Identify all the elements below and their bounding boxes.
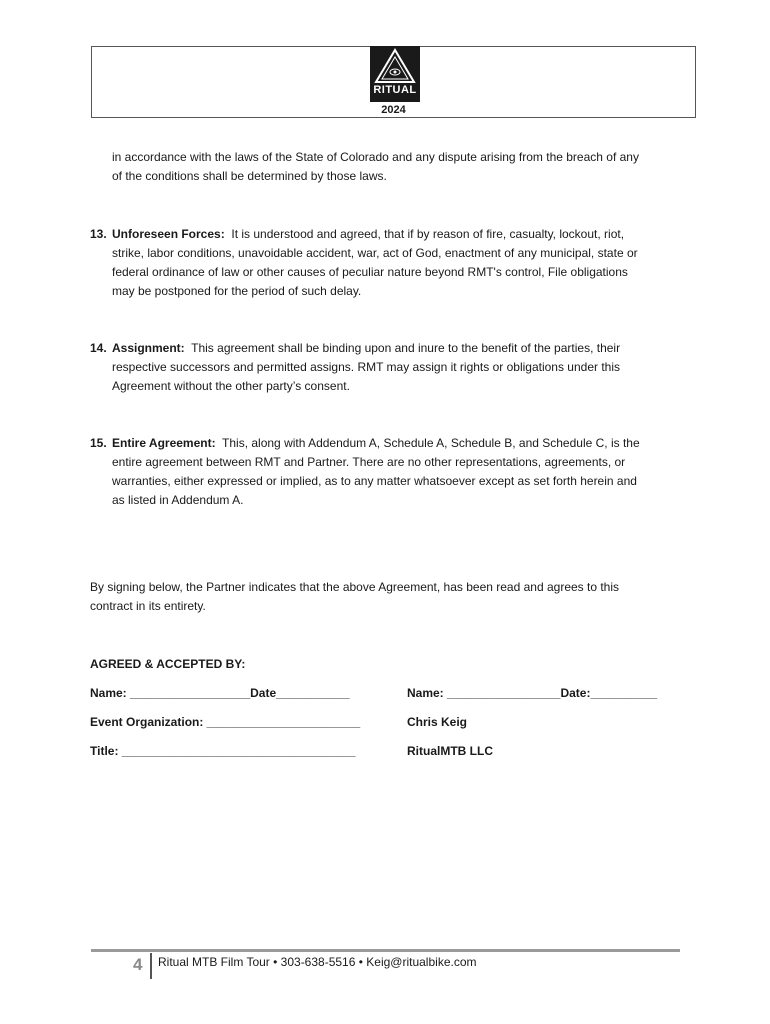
logo-text: RITUAL: [373, 84, 417, 96]
clause-line: This, along with Addendum A, Schedule A, Schedule B, and Schedule C, is the: [222, 436, 640, 450]
closing-line: contract in its entirety.: [90, 599, 206, 613]
intro-line: of the conditions shall be determined by those laws.: [112, 169, 387, 183]
clause-15: [90, 434, 680, 507]
header-year: 2024: [381, 104, 406, 116]
clause-heading: Entire Agreement:: [112, 436, 216, 450]
right-person: Chris Keig: [407, 715, 468, 729]
clause-heading: Unforeseen Forces:: [112, 227, 225, 241]
clause-heading: Assignment:: [112, 341, 185, 355]
right-name-field: Name: _________________Date:__________: [407, 686, 658, 700]
right-company: RitualMTB LLC: [407, 744, 493, 758]
footer-divider: [91, 949, 680, 952]
intro-paragraph: [112, 148, 682, 186]
clause-body: [112, 434, 680, 510]
page-number-separator: [150, 953, 152, 979]
clause-line: federal ordinance of law or other causes of peculiar nature beyond RMT's control, File obligations: [112, 265, 628, 279]
clause-number: 15.: [90, 436, 107, 450]
clause-line: This agreement shall be binding upon and inure to the benefit of the parties, their: [191, 341, 621, 355]
closing-line: By signing below, the Partner indicates that the above Agreement, has been read and agrees to this: [90, 580, 620, 594]
clause-line: entire agreement between RMT and Partner. There are no other representations, agreements, or: [112, 455, 626, 469]
clause-line: as listed in Addendum A.: [112, 493, 244, 507]
clause-line: warranties, either expressed or implied, as to any matter whatsoever except as set forth herein and: [112, 474, 637, 488]
left-org-field: Event Organization: _______________________: [90, 715, 361, 729]
clause-line: strike, labor conditions, unavoidable accident, war, act of God, enactment of any municipal, state or: [112, 246, 638, 260]
intro-line: in accordance with the laws of the State of Colorado and any dispute arising from the breach of any: [112, 150, 639, 164]
footer-text: Ritual MTB Film Tour • 303-638-5516 • Keig@ritualbike.com: [158, 955, 477, 969]
clause-number: 14.: [90, 341, 107, 355]
clause-13: [90, 225, 680, 298]
closing-paragraph: [90, 578, 690, 616]
clause-line: respective successors and permitted assigns. RMT may assign it rights or obligations under this: [112, 360, 621, 374]
signature-title: AGREED & ACCEPTED BY:: [90, 657, 246, 671]
page-number: 4: [133, 955, 143, 974]
clause-line: It is understood and agreed, that if by reason of fire, casualty, lockout, riot,: [231, 227, 625, 241]
triangle-eye-icon: [370, 46, 420, 86]
clause-14: [90, 339, 680, 393]
ritual-logo: [370, 46, 420, 102]
left-name-field: Name: __________________Date___________: [90, 686, 350, 700]
left-title-field: Title: ___________________________________: [90, 744, 356, 758]
clause-body: [112, 339, 680, 396]
clause-line: may be postponed for the period of such delay.: [112, 284, 362, 298]
clause-body: [112, 225, 680, 301]
clause-number: 13.: [90, 227, 107, 241]
clause-line: Agreement without the other party’s consent.: [112, 379, 350, 393]
